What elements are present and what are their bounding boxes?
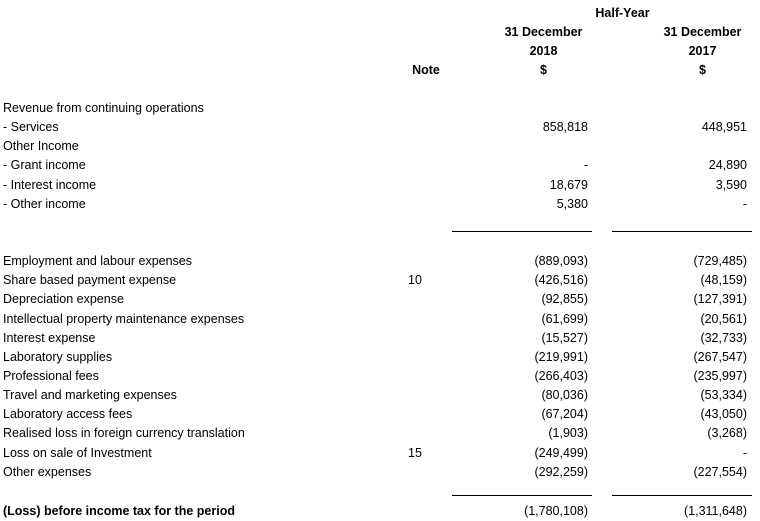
table-row — [0, 177, 760, 193]
row-label: Employment and labour expenses — [3, 254, 193, 268]
row-label: Professional fees — [3, 369, 99, 383]
column-2018-date: 31 December — [504, 25, 583, 39]
row-value-2017: (48,159) — [700, 273, 747, 287]
row-label: - Other income — [3, 197, 86, 211]
row-value-2017: (32,733) — [700, 331, 747, 345]
table-row — [0, 311, 760, 327]
row-value-2018: 5,380 — [556, 197, 588, 211]
table-row — [0, 272, 760, 288]
row-value-2018: (889,093) — [534, 254, 588, 268]
period-heading: Half-Year — [595, 6, 650, 20]
row-value-2018: (292,259) — [534, 465, 588, 479]
row-value-2018: 18,679 — [549, 178, 588, 192]
table-row — [0, 425, 760, 441]
table-row — [0, 368, 760, 384]
column-2018-currency: $ — [540, 63, 547, 77]
row-value-2017: (127,391) — [693, 292, 747, 306]
row-value-2017: - — [742, 197, 747, 211]
row-value-2017: (20,561) — [700, 312, 747, 326]
row-value-2018: (219,991) — [534, 350, 588, 364]
subtotal-rule-2017 — [612, 231, 752, 232]
row-value-2018: (266,403) — [534, 369, 588, 383]
row-label: Share based payment expense — [3, 273, 177, 287]
subtotal-rule-2018 — [452, 231, 592, 232]
row-value-2018: (61,699) — [541, 312, 588, 326]
table-row — [0, 464, 760, 480]
table-row — [0, 445, 760, 461]
note-column-heading: Note — [412, 63, 440, 77]
total-rule-2018 — [452, 495, 592, 496]
table-row — [0, 330, 760, 346]
table-row — [0, 291, 760, 307]
table-row — [0, 253, 760, 269]
row-label: Interest expense — [3, 331, 96, 345]
column-2017-currency: $ — [699, 63, 706, 77]
row-label: Revenue from continuing operations — [3, 101, 204, 115]
row-value-2017: (227,554) — [693, 465, 747, 479]
row-value-2017: 3,590 — [715, 178, 747, 192]
row-value-2018: (15,527) — [541, 331, 588, 345]
table-row — [0, 157, 760, 173]
table-row — [0, 387, 760, 403]
row-value-2018: (426,516) — [534, 273, 588, 287]
row-value-2017: (53,334) — [700, 388, 747, 402]
row-label: Other Income — [3, 139, 79, 153]
row-value-2017: (235,997) — [693, 369, 747, 383]
column-2017-date: 31 December — [663, 25, 742, 39]
row-label: Intellectual property maintenance expenses — [3, 312, 245, 326]
row-value-2018: (92,855) — [541, 292, 588, 306]
row-note: 10 — [408, 273, 422, 287]
row-value-2017: (729,485) — [693, 254, 747, 268]
table-row — [0, 100, 760, 116]
row-value-2017: (3,268) — [707, 426, 747, 440]
row-label: Realised loss in foreign currency translation — [3, 426, 245, 440]
row-value-2017: (267,547) — [693, 350, 747, 364]
row-value-2018: - — [583, 158, 588, 172]
row-value-2018: (1,780,108) — [524, 504, 588, 518]
row-label: - Interest income — [3, 178, 97, 192]
column-2017-year: 2017 — [688, 44, 717, 58]
row-value-2017: (43,050) — [700, 407, 747, 421]
row-value-2018: (67,204) — [541, 407, 588, 421]
row-label: Laboratory supplies — [3, 350, 113, 364]
row-value-2017: - — [742, 446, 747, 460]
table-row — [0, 196, 760, 212]
table-row — [0, 406, 760, 422]
row-value-2018: (80,036) — [541, 388, 588, 402]
row-label: - Grant income — [3, 158, 86, 172]
row-label: Other expenses — [3, 465, 92, 479]
total-rule-2017 — [612, 495, 752, 496]
row-value-2017: (1,311,648) — [683, 504, 747, 518]
row-value-2017: 24,890 — [708, 158, 747, 172]
row-label: Depreciation expense — [3, 292, 124, 306]
row-value-2018: (249,499) — [534, 446, 588, 460]
row-value-2018: (1,903) — [548, 426, 588, 440]
row-label: (Loss) before income tax for the period — [3, 504, 235, 518]
table-row — [0, 119, 760, 135]
row-value-2017: 448,951 — [701, 120, 747, 134]
table-row — [0, 349, 760, 365]
row-label: Loss on sale of Investment — [3, 446, 152, 460]
row-label: Laboratory access fees — [3, 407, 133, 421]
row-note: 15 — [408, 446, 422, 460]
column-2018-year: 2018 — [529, 44, 558, 58]
row-value-2018: 858,818 — [542, 120, 588, 134]
table-row-total — [0, 503, 760, 519]
row-label: - Services — [3, 120, 59, 134]
row-label: Travel and marketing expenses — [3, 388, 177, 402]
table-row — [0, 138, 760, 154]
